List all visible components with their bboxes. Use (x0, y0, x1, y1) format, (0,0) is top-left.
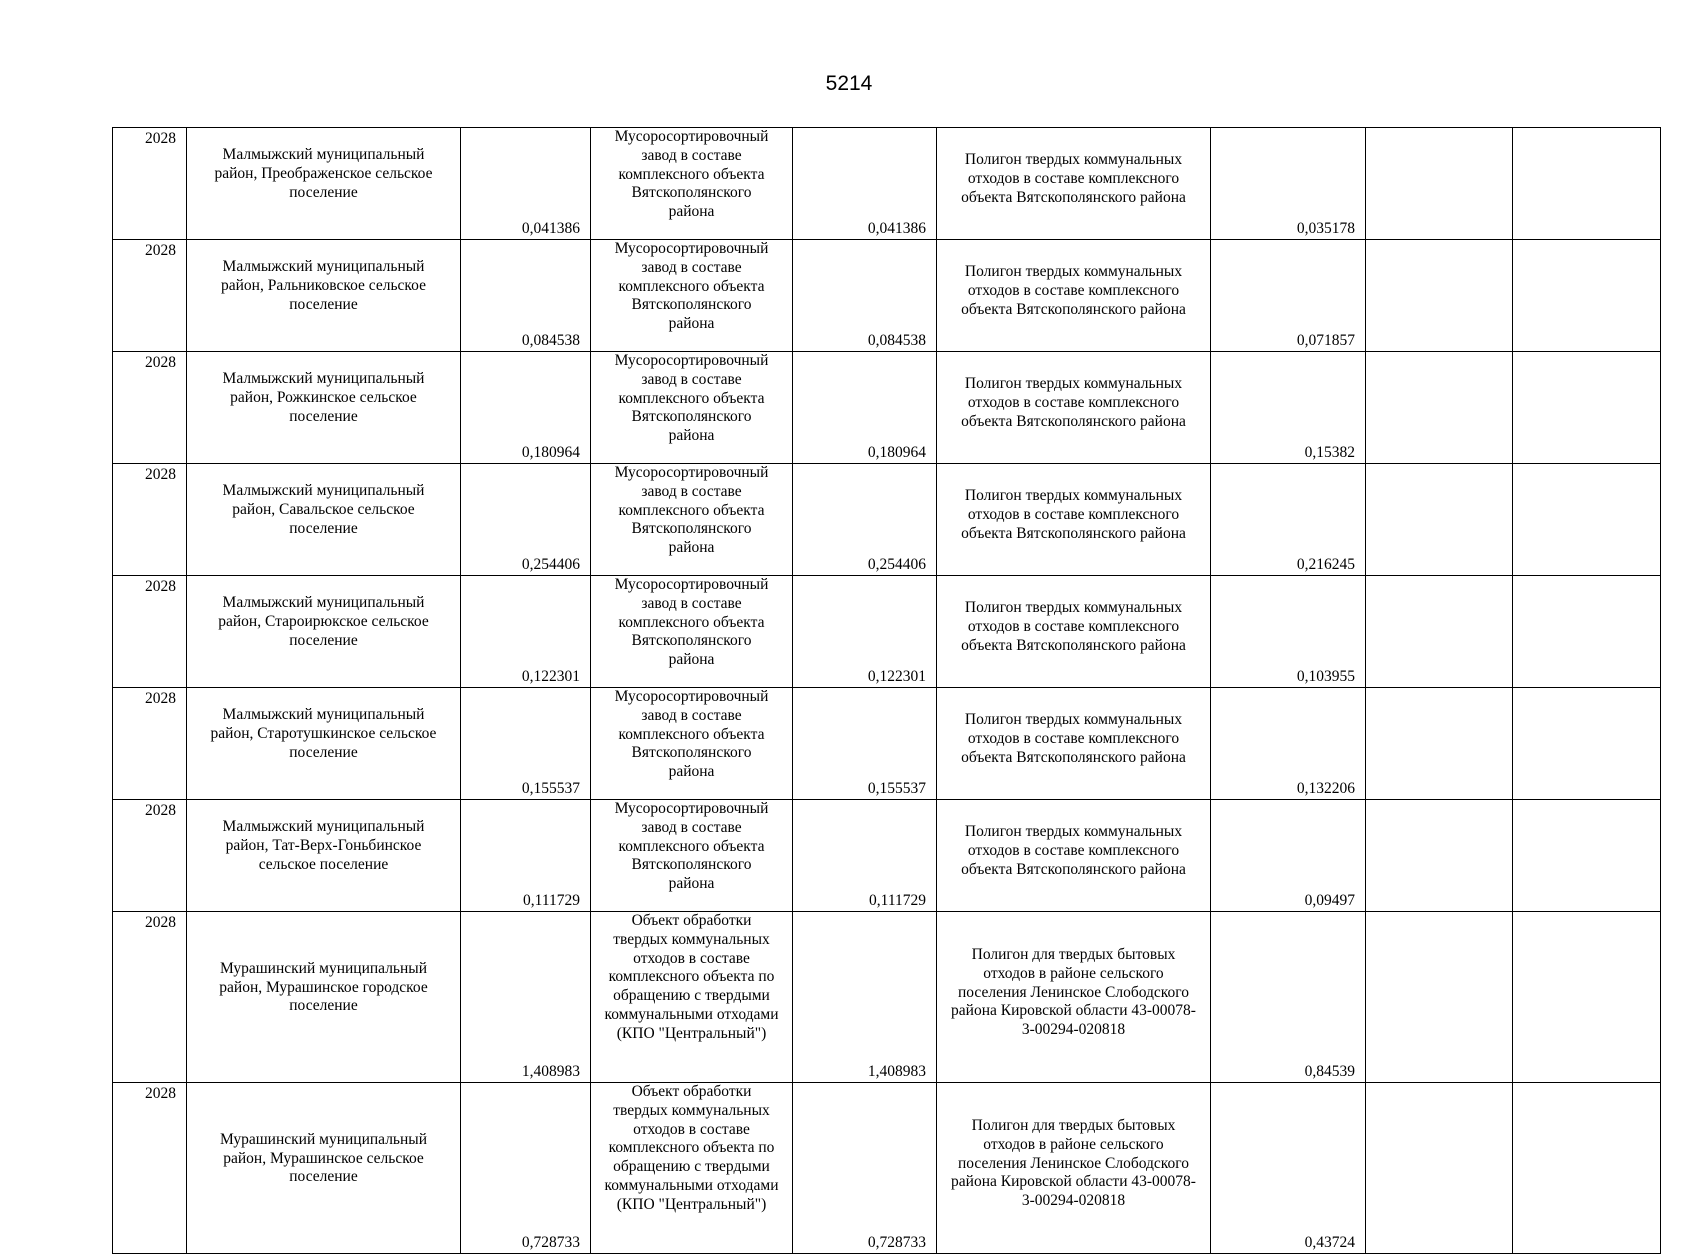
processed-volume-cell: 0,041386 (793, 128, 937, 240)
facility-text: Мусоросортировочный завод в составе комплексного объекта Вятскополянского района (614, 240, 769, 333)
year-cell: 2028 (113, 464, 187, 576)
area-cell: Малмыжский муниципальный район, Старотушкинское сельское поселение (187, 688, 461, 800)
year-cell: 2028 (113, 352, 187, 464)
empty-cell (1366, 352, 1513, 464)
source-volume-cell: 0,254406 (461, 464, 591, 576)
table-row (113, 128, 1661, 240)
empty-cell (1366, 240, 1513, 352)
disposal-site-cell: Полигон твердых коммунальных отходов в составе комплексного объекта Вятскополянского района (937, 688, 1211, 800)
facility-text: Мусоросортировочный завод в составе комплексного объекта Вятскополянского района (614, 464, 769, 557)
source-volume-cell: 0,084538 (461, 240, 591, 352)
facility-text: Мусоросортировочный завод в составе комплексного объекта Вятскополянского района (614, 128, 769, 221)
year-cell: 2028 (113, 240, 187, 352)
processed-volume-cell: 0,180964 (793, 352, 937, 464)
empty-cell (1366, 576, 1513, 688)
table-row (113, 576, 1661, 688)
disposal-site-cell: Полигон для твердых бытовых отходов в районе сельского поселения Ленинское Слободского района Кировской области 43-00078-3-00294-020818 (937, 912, 1211, 1083)
facility-text: Объект обработки твердых коммунальных отходов в составе комплексного объекта по обращению с твердыми коммунальными отходами (КПО "Центральный") (604, 1083, 779, 1213)
processed-volume-cell: 0,122301 (793, 576, 937, 688)
empty-cell (1513, 352, 1661, 464)
area-cell: Малмыжский муниципальный район, Преображенское сельское поселение (187, 128, 461, 240)
disposal-volume-cell: 0,216245 (1211, 464, 1366, 576)
disposal-volume-cell: 0,84539 (1211, 912, 1366, 1083)
processing-facility-cell (591, 912, 793, 1083)
disposal-volume-cell: 0,035178 (1211, 128, 1366, 240)
area-cell: Малмыжский муниципальный район, Рожкинское сельское поселение (187, 352, 461, 464)
disposal-site-cell: Полигон твердых коммунальных отходов в составе комплексного объекта Вятскополянского района (937, 128, 1211, 240)
area-cell: Малмыжский муниципальный район, Савальское сельское поселение (187, 464, 461, 576)
processing-facility-cell (591, 240, 793, 352)
empty-cell (1513, 240, 1661, 352)
table-row (113, 1083, 1661, 1254)
empty-cell (1513, 464, 1661, 576)
source-volume-cell: 0,111729 (461, 800, 591, 912)
empty-cell (1366, 688, 1513, 800)
table-row (113, 240, 1661, 352)
table-row (113, 800, 1661, 912)
facility-text: Мусоросортировочный завод в составе комплексного объекта Вятскополянского района (614, 352, 769, 445)
processing-facility-cell (591, 800, 793, 912)
area-cell: Малмыжский муниципальный район, Тат-Верх-Гоньбинское сельское поселение (187, 800, 461, 912)
source-volume-cell: 0,155537 (461, 688, 591, 800)
disposal-volume-cell: 0,103955 (1211, 576, 1366, 688)
processed-volume-cell: 0,111729 (793, 800, 937, 912)
source-volume-cell: 0,122301 (461, 576, 591, 688)
processed-volume-cell: 0,254406 (793, 464, 937, 576)
table-row (113, 912, 1661, 1083)
year-cell: 2028 (113, 912, 187, 1083)
empty-cell (1366, 800, 1513, 912)
empty-cell (1513, 912, 1661, 1083)
area-cell: Мурашинский муниципальный район, Мурашинское городское поселение (187, 912, 461, 1083)
source-volume-cell: 1,408983 (461, 912, 591, 1083)
empty-cell (1366, 912, 1513, 1083)
page-number: 5214 (825, 72, 873, 95)
processed-volume-cell: 1,408983 (793, 912, 937, 1083)
facility-text: Объект обработки твердых коммунальных отходов в составе комплексного объекта по обращению с твердыми коммунальными отходами (КПО "Центральный") (604, 912, 779, 1042)
processing-facility-cell (591, 688, 793, 800)
disposal-site-cell: Полигон твердых коммунальных отходов в составе комплексного объекта Вятскополянского района (937, 576, 1211, 688)
disposal-volume-cell: 0,43724 (1211, 1083, 1366, 1254)
processed-volume-cell: 0,084538 (793, 240, 937, 352)
empty-cell (1513, 1083, 1661, 1254)
facility-text: Мусоросортировочный завод в составе комплексного объекта Вятскополянского района (614, 688, 769, 781)
processing-facility-cell (591, 128, 793, 240)
empty-cell (1513, 800, 1661, 912)
area-cell: Мурашинский муниципальный район, Мурашинское сельское поселение (187, 1083, 461, 1254)
processing-facility-cell (591, 576, 793, 688)
disposal-site-cell: Полигон твердых коммунальных отходов в составе комплексного объекта Вятскополянского района (937, 464, 1211, 576)
year-cell: 2028 (113, 800, 187, 912)
source-volume-cell: 0,180964 (461, 352, 591, 464)
disposal-volume-cell: 0,09497 (1211, 800, 1366, 912)
facility-text: Мусоросортировочный завод в составе комплексного объекта Вятскополянского района (614, 800, 769, 893)
disposal-volume-cell: 0,132206 (1211, 688, 1366, 800)
area-cell: Малмыжский муниципальный район, Ральниковское сельское поселение (187, 240, 461, 352)
table-row (113, 464, 1661, 576)
source-volume-cell: 0,728733 (461, 1083, 591, 1254)
year-cell: 2028 (113, 1083, 187, 1254)
facility-text: Мусоросортировочный завод в составе комплексного объекта Вятскополянского района (614, 576, 769, 669)
source-volume-cell: 0,041386 (461, 128, 591, 240)
empty-cell (1513, 688, 1661, 800)
year-cell: 2028 (113, 688, 187, 800)
table-row (113, 352, 1661, 464)
processing-facility-cell (591, 352, 793, 464)
empty-cell (1366, 464, 1513, 576)
processing-facility-cell (591, 464, 793, 576)
table-row (113, 688, 1661, 800)
waste-flow-table (112, 127, 1661, 1254)
empty-cell (1513, 128, 1661, 240)
disposal-site-cell: Полигон твердых коммунальных отходов в составе комплексного объекта Вятскополянского района (937, 800, 1211, 912)
disposal-site-cell: Полигон твердых коммунальных отходов в составе комплексного объекта Вятскополянского района (937, 240, 1211, 352)
processed-volume-cell: 0,155537 (793, 688, 937, 800)
area-cell: Малмыжский муниципальный район, Староирюкское сельское поселение (187, 576, 461, 688)
disposal-volume-cell: 0,15382 (1211, 352, 1366, 464)
year-cell: 2028 (113, 576, 187, 688)
empty-cell (1513, 576, 1661, 688)
empty-cell (1366, 1083, 1513, 1254)
disposal-volume-cell: 0,071857 (1211, 240, 1366, 352)
processing-facility-cell (591, 1083, 793, 1254)
disposal-site-cell: Полигон для твердых бытовых отходов в районе сельского поселения Ленинское Слободского района Кировской области 43-00078-3-00294-020818 (937, 1083, 1211, 1254)
year-cell: 2028 (113, 128, 187, 240)
disposal-site-cell: Полигон твердых коммунальных отходов в составе комплексного объекта Вятскополянского района (937, 352, 1211, 464)
empty-cell (1366, 128, 1513, 240)
processed-volume-cell: 0,728733 (793, 1083, 937, 1254)
